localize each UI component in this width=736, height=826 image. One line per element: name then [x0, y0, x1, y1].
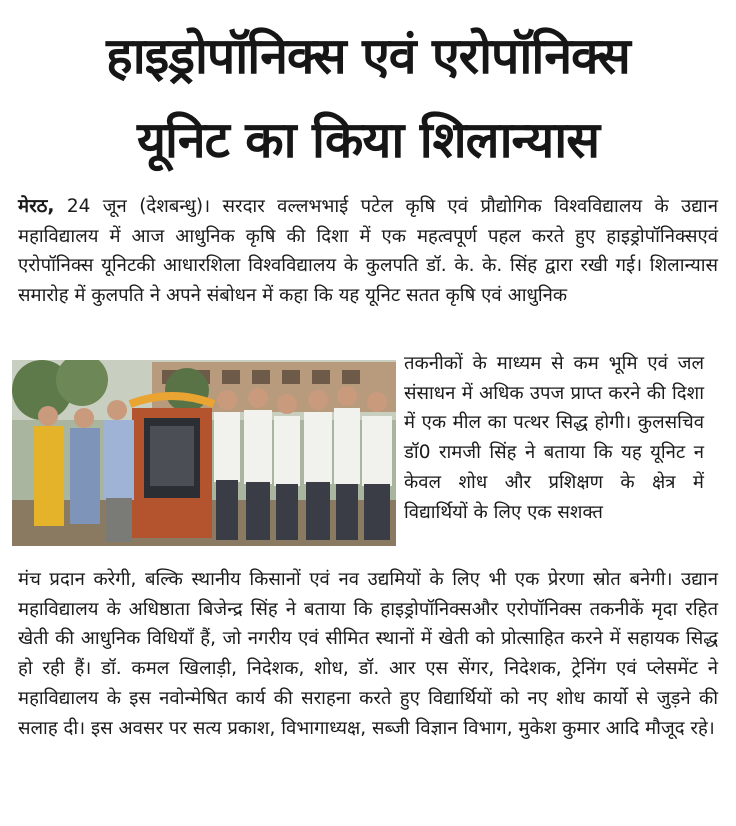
headline-line-1: हाइड्रोपॉनिक्स एवं एरोपॉनिक्स — [106, 27, 630, 85]
headline — [0, 14, 736, 182]
ceremony-photo-illustration — [12, 360, 396, 546]
article-intro — [18, 192, 718, 311]
dateline: मेरठ, — [18, 196, 55, 217]
article-continuation: मंच प्रदान करेगी, बल्कि स्थानीय किसानों एवं नव उद्यमियों के लिए भी एक प्रेरणा स्रोत बनेगी। उद्यान महाविद्यालय के अधिष्ठाता बिजेन्द्र सिंह ने बताया कि हाइड्रोपॉनिक्सऔर एरोपॉनिक्स तकनीकें मृदा रहित खेती की आधुनिक विधियाँ हैं, जो नगरीय एवं सीमित स्थानों में खेती को प्रोत्साहित करने में सहायक सिद्ध हो रही हैं। डॉ. कमल खिलाड़ी, निदेशक, शोध, डॉ. आर एस सेंगर, निदेशक, ट्रेनिंग एवं प्लेसमेंट ने महाविद्यालय के इस नवोन्मेषित कार्य की सराहना करते हुए विद्यार्थियों को नए शोध कार्यो से जुड़ने की सलाह दी। इस अवसर पर सत्य प्रकाश, विभागाध्यक्ष, सब्जी विज्ञान विभाग, मुकेश कुमार आदि मौजूद रहे। — [18, 569, 718, 739]
news-photo — [12, 360, 396, 546]
headline-line-2: यूनिट का किया शिलान्यास — [136, 111, 600, 169]
article-column: तकनीकों के माध्यम से कम भूमि एवं जल संसाधन में अधिक उपज प्राप्त करने की दिशा में एक मील का पत्थर सिद्ध होगी। कुलसचिव डॉ0 रामजी सिंह ने बताया कि यह यूनिट न केवल शोध और प्रशिक्षण के क्षेत्र में विद्यार्थियों के लिए एक सशक्त — [404, 353, 704, 523]
intro-text: 24 जून (देशबन्धु)। सरदार वल्लभभाई पटेल कृषि एवं प्रौद्योगिक विश्वविद्यालय के उद्यान महाविद्यालय में आज आधुनिक कृषि की दिशा में एक महत्वपूर्ण पहल करते हुए हाइड्रोपॉनिक्सएवं एरोपॉनिक्स यूनिटकी आधारशिला विश्वविद्यालय के कुलपति डॉ. के. के. सिंह द्वारा रखी गई। शिलान्यास समारोह में कुलपति ने अपने संबोधन में कहा कि यह यूनिट सतत कृषि एवं आधुनिक — [18, 196, 718, 307]
